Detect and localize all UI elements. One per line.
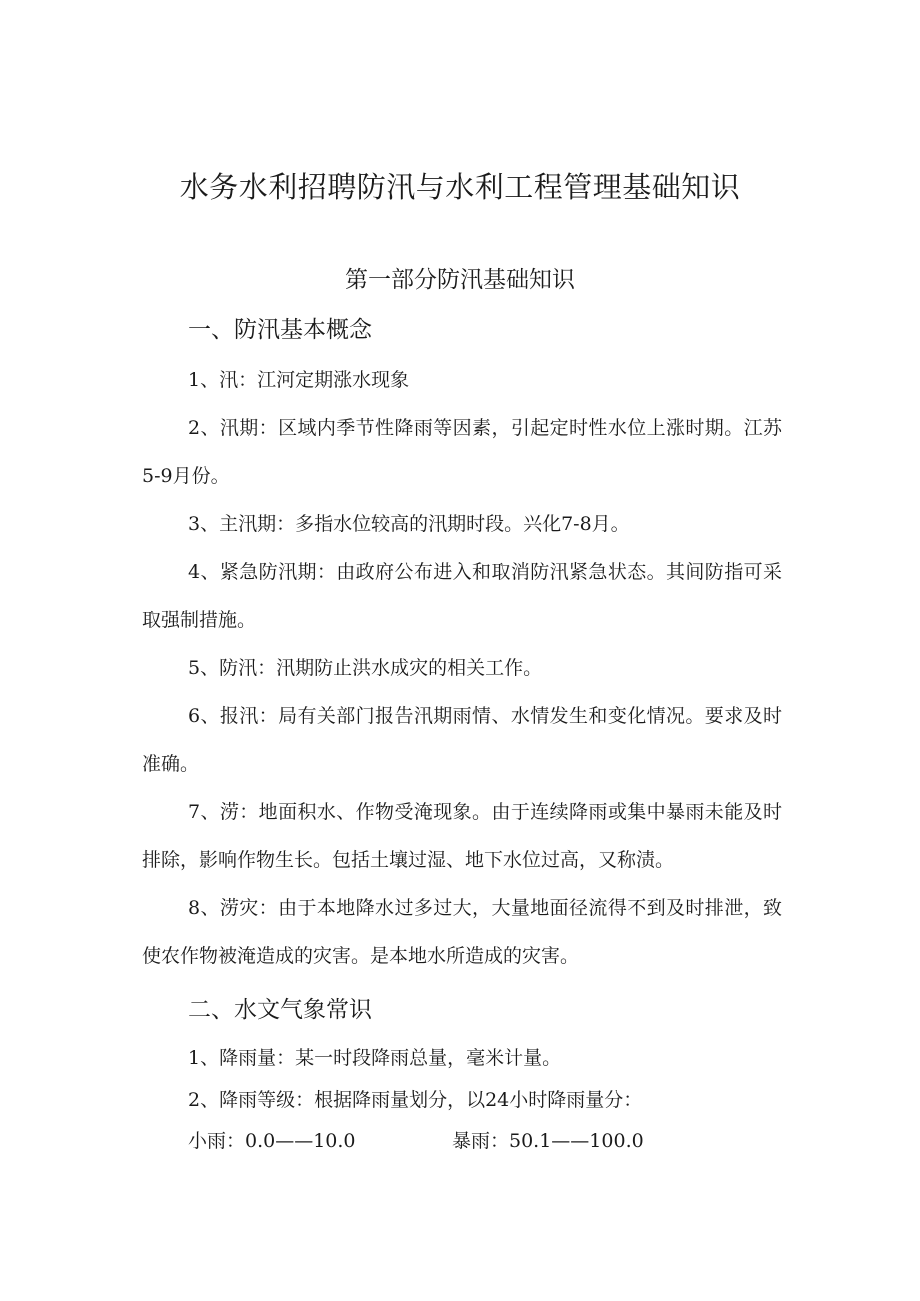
rain-level-storm: 暴雨：50.1——100.0 xyxy=(452,1130,644,1152)
paragraph-rainfall-2: 2、降雨等级：根据降雨量划分，以24小时降雨量分： xyxy=(188,1089,643,1111)
paragraph-item-2: 2、汛期：区域内季节性降雨等因素，引起定时性水位上涨时期。江苏5-9月份。 xyxy=(142,417,782,487)
paragraph-rainfall-1: 1、降雨量：某一时段降雨总量，毫米计量。 xyxy=(188,1047,562,1069)
paragraph-item-8: 8、涝灾：由于本地降水过多过大，大量地面径流得不到及时排泄，致使农作物被淹造成的灾害。是本地水所造成的灾害。 xyxy=(142,897,782,967)
rain-level-row xyxy=(188,1124,644,1158)
paragraph-item-1: 1、汛：江河定期涨水现象 xyxy=(188,369,410,391)
paragraph-item-3: 3、主汛期：多指水位较高的汛期时段。兴化7-8月。 xyxy=(188,513,630,535)
document-title: 水务水利招聘防汛与水利工程管理基础知识 xyxy=(179,172,741,204)
part-title: 第一部分防汛基础知识 xyxy=(345,266,575,292)
paragraph-item-7: 7、涝：地面积水、作物受淹现象。由于连续降雨或集中暴雨未能及时排除，影响作物生长。包括土壤过湿、地下水位过高，又称渍。 xyxy=(142,801,782,871)
section-heading-1: 一、防汛基本概念 xyxy=(188,316,372,342)
paragraph-item-4: 4、紧急防汛期：由政府公布进入和取消防汛紧急状态。其间防指可采取强制措施。 xyxy=(142,561,782,631)
paragraph-item-5: 5、防汛：汛期防止洪水成灾的相关工作。 xyxy=(188,657,543,679)
rain-level-light: 小雨：0.0——10.0 xyxy=(188,1130,356,1152)
section-heading-2: 二、水文气象常识 xyxy=(188,996,372,1022)
paragraph-item-6: 6、报汛：局有关部门报告汛期雨情、水情发生和变化情况。要求及时准确。 xyxy=(142,705,782,775)
